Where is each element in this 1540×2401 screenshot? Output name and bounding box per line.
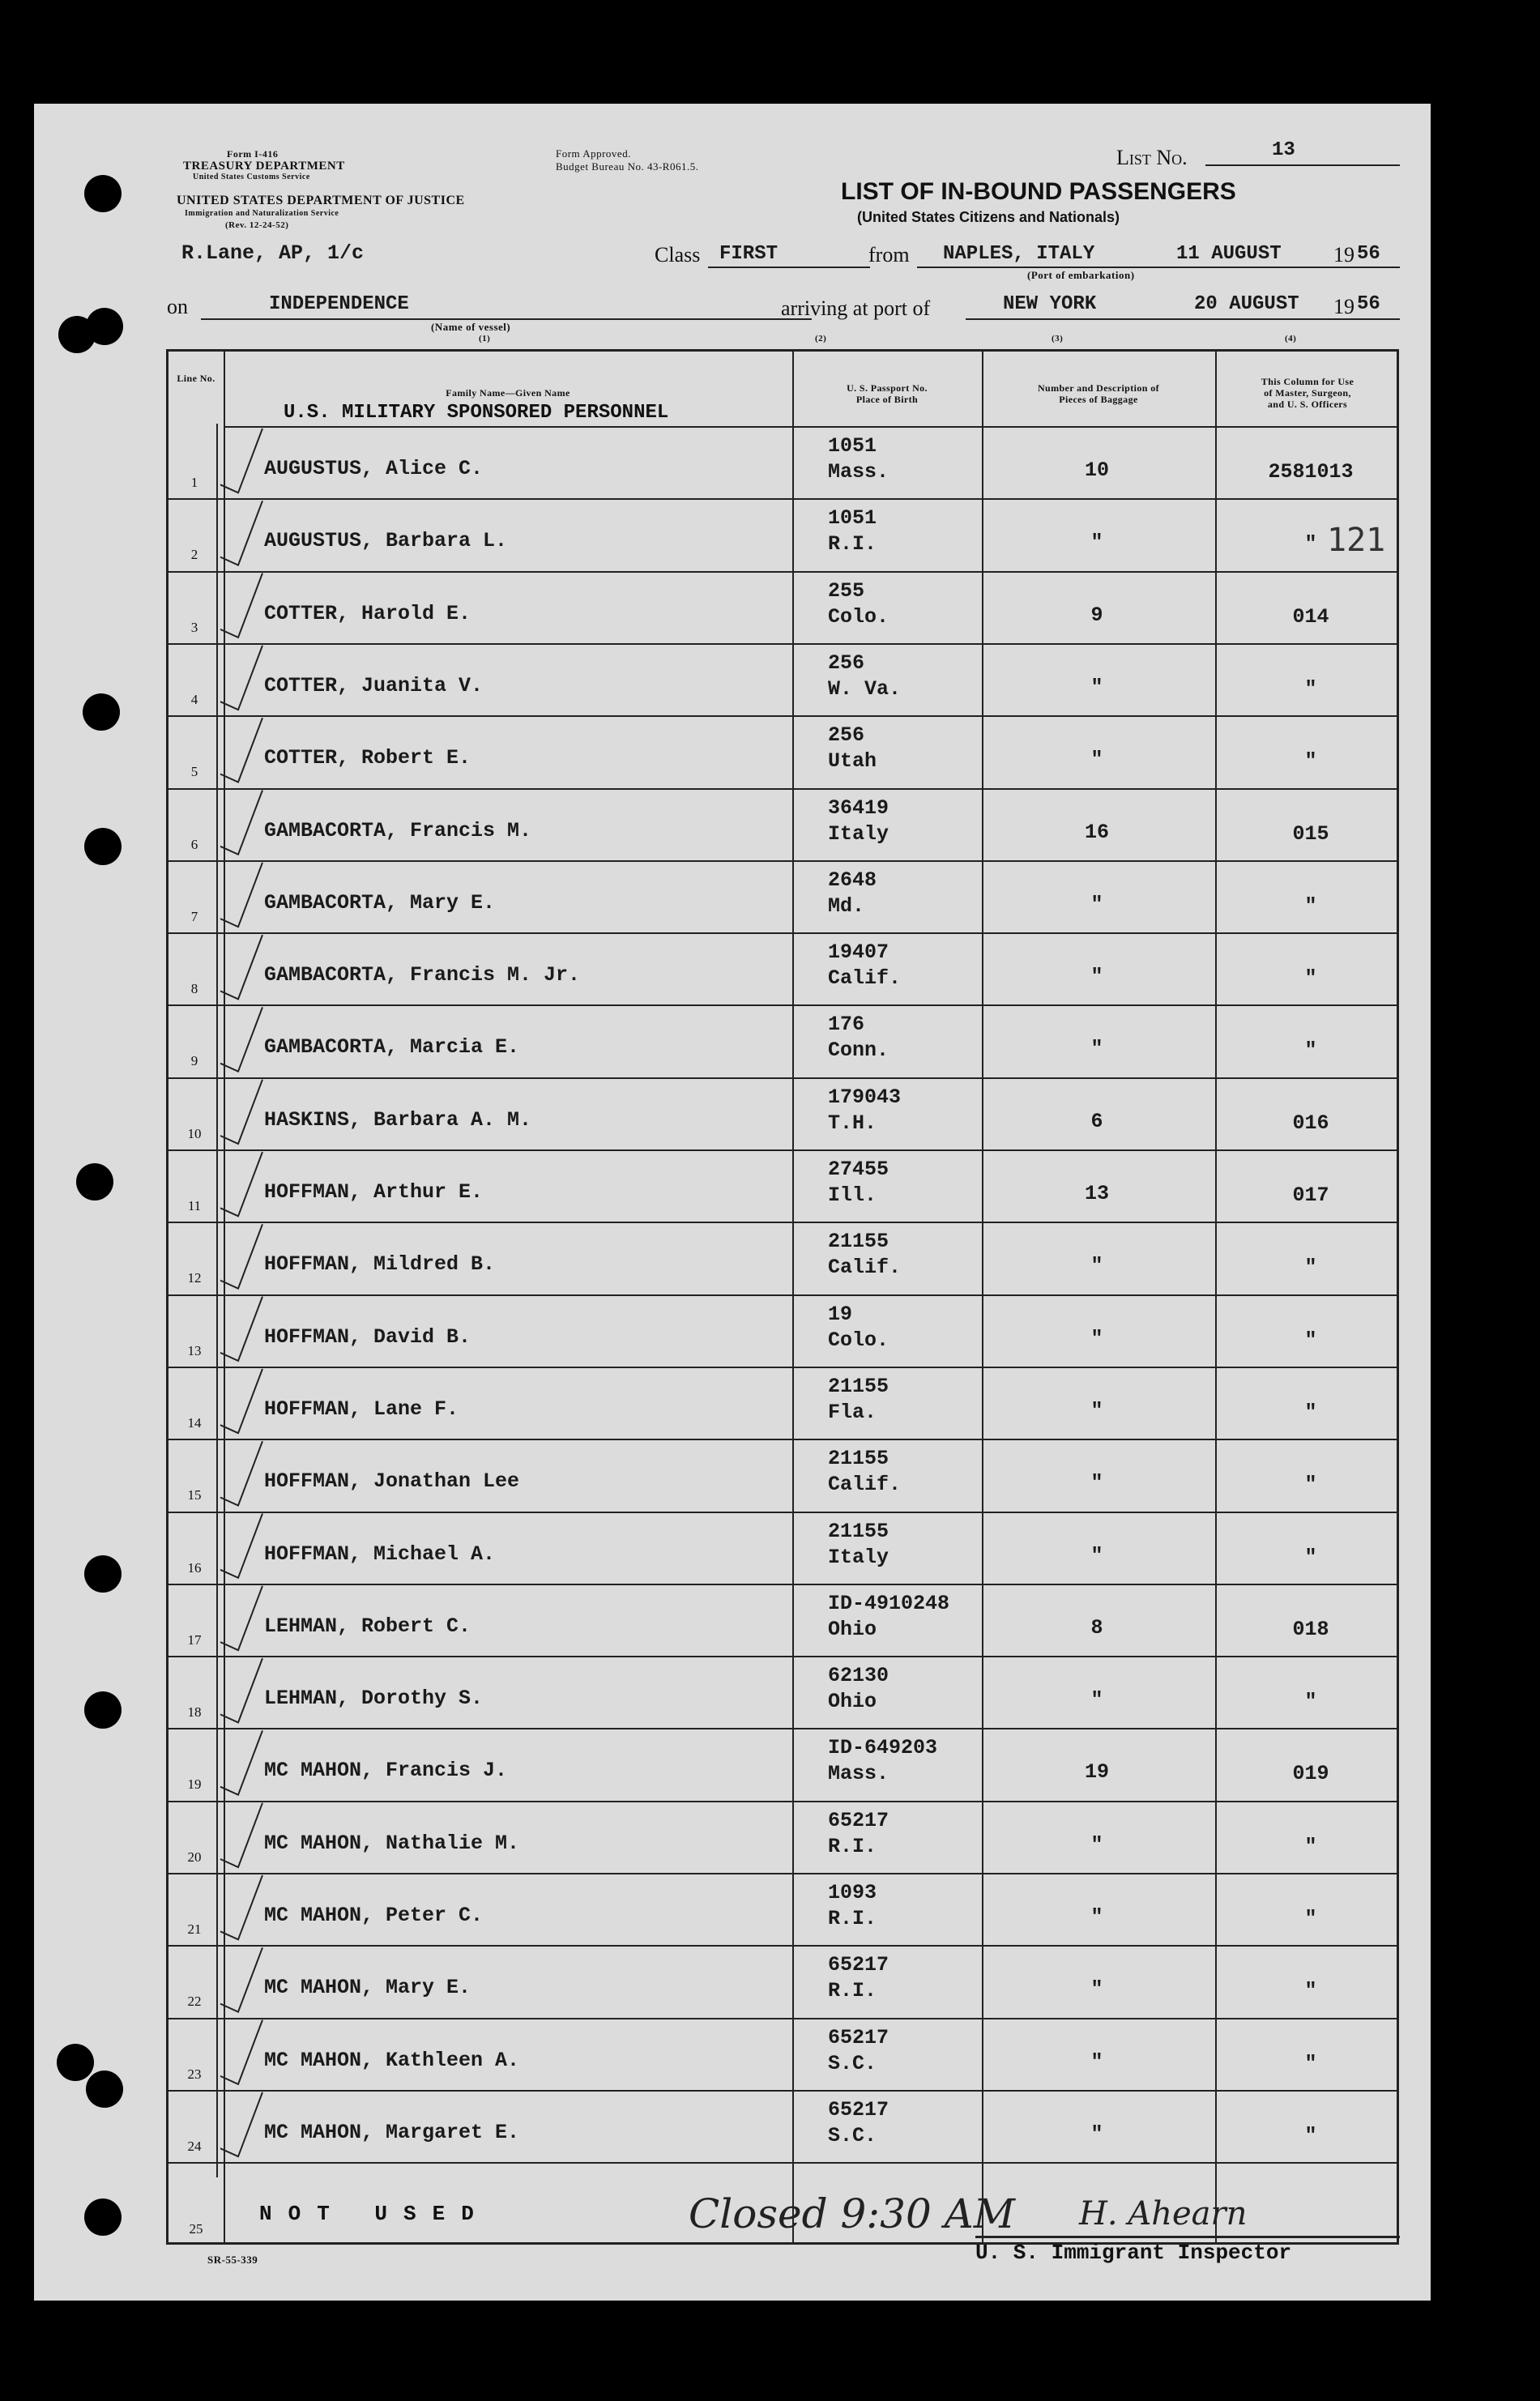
vessel-underline [201, 318, 812, 320]
passport-number: ID-4910248 [828, 1591, 950, 1615]
page-mark: 121 [1327, 522, 1386, 559]
punch-hole [84, 2198, 122, 2236]
table-row [169, 1222, 1397, 1294]
line-number: 3 [190, 619, 198, 635]
dept-treasury: TREASURY DEPARTMENT [183, 160, 345, 173]
arrival-date: 20 AUGUST [1194, 293, 1299, 315]
officer-number: " [1304, 2051, 1317, 2075]
officer-number: " [1304, 1038, 1317, 1063]
line-number: 15 [187, 1487, 202, 1503]
passenger-name: GAMBACORTA, Francis M. Jr. [264, 963, 581, 987]
table-row [169, 1077, 1397, 1149]
departure-date: 11 AUGUST [1176, 243, 1282, 265]
passenger-name: MC MAHON, Mary E. [264, 1976, 471, 2000]
officer-number: 019 [1292, 1762, 1329, 1786]
passenger-name: MC MAHON, Francis J. [264, 1759, 508, 1783]
birth-place: Colo. [828, 1328, 889, 1352]
passenger-name: HOFFMAN, David B. [264, 1324, 471, 1349]
passport-number: 65217 [828, 1953, 889, 1977]
table-row [169, 1439, 1397, 1511]
header-baggage-1: Number and Description of [1037, 382, 1160, 394]
baggage-count: " [1090, 1471, 1103, 1495]
birth-place: Fla. [828, 1400, 877, 1424]
table-row [169, 1656, 1397, 1728]
birth-place: R.I. [828, 1907, 877, 1930]
line-number: 14 [187, 1414, 202, 1431]
passenger-name: HOFFMAN, Mildred B. [264, 1252, 496, 1277]
passenger-name: GAMBACORTA, Marcia E. [264, 1035, 520, 1060]
arrival-date-col-num: (4) [1285, 334, 1297, 343]
officer-number: 015 [1292, 821, 1329, 846]
table-row [169, 1584, 1397, 1656]
line-number: 7 [190, 908, 198, 924]
baggage-count: " [1090, 1977, 1103, 2002]
officer-number: " [1304, 1834, 1317, 1858]
punch-hole [84, 175, 122, 212]
line-number: 16 [187, 1559, 202, 1576]
birth-place: Calif. [828, 1473, 902, 1497]
punch-hole [83, 693, 120, 731]
embarkation-port: NAPLES, ITALY [943, 243, 1095, 265]
line-number: 21 [187, 1921, 202, 1937]
passport-number: 255 [828, 578, 865, 603]
line-number: 18 [187, 1704, 202, 1721]
header-baggage-2: Pieces of Baggage [1059, 394, 1138, 405]
passenger-name: LEHMAN, Dorothy S. [264, 1687, 484, 1711]
baggage-count: " [1090, 748, 1103, 772]
birth-place: Italy [828, 821, 889, 846]
punch-hole [86, 308, 123, 345]
baggage-count: " [1090, 2049, 1103, 2074]
arrival-port: NEW YORK [1003, 293, 1097, 315]
line-number: 1 [190, 475, 198, 490]
vessel-name: INDEPENDENCE [269, 293, 409, 315]
officer-number: " [1304, 1400, 1317, 1424]
baggage-count: 19 [1084, 1760, 1109, 1785]
passport-number: 27455 [828, 1158, 889, 1181]
birth-place: W. Va. [828, 676, 902, 701]
baggage-count: " [1090, 1905, 1103, 1929]
embarkation-label: (Port of embarkation) [1027, 269, 1135, 281]
passport-number: 1093 [828, 1881, 877, 1904]
class-underline [708, 267, 870, 268]
passenger-name: AUGUSTUS, Barbara L. [264, 529, 508, 553]
arriving-col-num: (2) [815, 334, 827, 343]
class-value: FIRST [719, 243, 779, 265]
line-number: 17 [187, 1631, 202, 1648]
passenger-list-sheet [34, 104, 1431, 2301]
line-number: 23 [187, 2066, 202, 2082]
line-number: 4 [190, 691, 198, 707]
line-number: 25 [189, 2221, 203, 2237]
table-row [169, 2018, 1397, 2090]
departure-year-prefix: 19 [1333, 243, 1354, 267]
officer-number: " [1304, 966, 1317, 991]
passenger-table [166, 349, 1399, 2245]
passenger-name: AUGUSTUS, Alice C. [264, 457, 484, 480]
passenger-name: MC MAHON, Kathleen A. [264, 2048, 520, 2072]
officer-number: " [1304, 893, 1317, 918]
passport-number: 21155 [828, 1230, 889, 1254]
birth-place: S.C. [828, 2051, 877, 2075]
baggage-count: " [1090, 1688, 1103, 1712]
passport-number: 21155 [828, 1519, 889, 1543]
form-number: Form I-416 [227, 148, 279, 160]
line-number: 19 [187, 1776, 202, 1793]
officer-number: " [1304, 532, 1317, 557]
inspector-title: U. S. Immigrant Inspector [975, 2241, 1292, 2265]
dept-justice: UNITED STATES DEPARTMENT OF JUSTICE [177, 194, 465, 207]
table-row [169, 1945, 1397, 2017]
officer-number: " [1304, 2123, 1317, 2147]
passport-number: 62130 [828, 1664, 889, 1688]
row-divider [169, 2162, 1397, 2164]
passport-number: 256 [828, 723, 865, 748]
baggage-count: 13 [1084, 1182, 1109, 1205]
birth-place: S.C. [828, 2123, 877, 2147]
form-revision: (Rev. 12-24-52) [225, 220, 289, 230]
officer-number: 014 [1292, 604, 1329, 629]
birth-place: R.I. [828, 1834, 877, 1858]
baggage-count: " [1090, 675, 1103, 699]
passenger-name: COTTER, Juanita V. [264, 673, 484, 697]
officer-number: 2581013 [1268, 460, 1354, 484]
inspector-signature: H. Ahearn [1079, 2195, 1248, 2233]
passenger-name: HOFFMAN, Michael A. [264, 1542, 496, 1566]
arrival-year: 56 [1357, 293, 1380, 315]
table-row [169, 1801, 1397, 1873]
line-number: 22 [187, 1994, 202, 2010]
from-underline [917, 267, 1400, 268]
officer-number: 018 [1292, 1617, 1329, 1641]
baggage-count: 16 [1084, 820, 1109, 844]
passenger-name: GAMBACORTA, Mary E. [264, 890, 496, 915]
line-number: 20 [187, 1849, 202, 1865]
birth-place: Md. [828, 893, 865, 918]
passport-number: 1051 [828, 434, 877, 458]
officer-number: 017 [1292, 1183, 1329, 1207]
birth-place: Mass. [828, 1762, 889, 1786]
not-used-label: NOT USED [259, 2202, 490, 2226]
form-title: LIST OF IN-BOUND PASSENGERS [841, 178, 1236, 205]
baggage-count: " [1090, 892, 1103, 916]
passport-number: 2648 [828, 868, 877, 892]
table-row [169, 932, 1397, 1004]
header-officer-3: and U. S. Officers [1267, 399, 1348, 410]
header-officer-1: This Column for Use [1261, 376, 1354, 387]
passport-number: 21155 [828, 1447, 889, 1471]
list-no-label: List No. [1116, 146, 1188, 169]
arriving-label: arriving at port of [781, 296, 931, 320]
dept-customs: United States Customs Service [193, 173, 310, 181]
passport-number: 65217 [828, 1808, 889, 1832]
form-approved: Form Approved. [556, 147, 631, 160]
passport-number: 176 [828, 1013, 865, 1037]
list-no-underline [1205, 164, 1400, 166]
line-number: 6 [190, 836, 198, 852]
baggage-count: 8 [1090, 1615, 1103, 1640]
line-number: 24 [187, 2138, 202, 2154]
dept-ins: Immigration and Naturalization Service [185, 209, 339, 218]
officer-number: " [1304, 1545, 1317, 1569]
birth-place: Calif. [828, 1256, 902, 1280]
passenger-name: MC MAHON, Peter C. [264, 1904, 484, 1927]
table-row [169, 571, 1397, 643]
table-row [169, 426, 1397, 498]
birth-place: Mass. [828, 460, 889, 484]
arrival-col-num: (3) [1052, 334, 1064, 343]
form-subtitle: (United States Citizens and Nationals) [857, 209, 1120, 225]
passport-number: 256 [828, 650, 865, 675]
passport-number: 179043 [828, 1085, 902, 1109]
officer-number: " [1304, 676, 1317, 701]
table-row [169, 860, 1397, 932]
line-number: 9 [190, 1053, 198, 1069]
passenger-name: COTTER, Harold E. [264, 601, 471, 625]
vessel-col-num: (1) [479, 334, 491, 343]
vessel-label: (Name of vessel) [431, 321, 511, 333]
officer-number: " [1304, 1328, 1317, 1352]
header-line-no: Line No. [177, 373, 215, 384]
line-number: 2 [190, 547, 198, 563]
birth-place: Ohio [828, 1690, 877, 1714]
passenger-name: MC MAHON, Nathalie M. [264, 1831, 520, 1855]
class-label: Class [655, 243, 701, 267]
header-officer-2: of Master, Surgeon, [1264, 387, 1351, 399]
officer-number: 016 [1292, 1111, 1329, 1135]
list-no-value: 13 [1272, 139, 1295, 161]
passenger-name: MC MAHON, Margaret E. [264, 2120, 520, 2144]
passport-number: 36419 [828, 795, 889, 820]
baggage-count: " [1090, 531, 1103, 555]
punch-hole [57, 2044, 94, 2081]
line-number: 8 [190, 981, 198, 997]
baggage-count: 6 [1090, 1109, 1103, 1133]
table-row [169, 1728, 1397, 1800]
baggage-count: 9 [1090, 603, 1103, 627]
departure-year: 56 [1357, 243, 1380, 265]
table-row [169, 2090, 1397, 2162]
passenger-name: LEHMAN, Robert C. [264, 1614, 471, 1638]
birth-place: R.I. [828, 532, 877, 557]
boarding-officer: R.Lane, AP, 1/c [181, 241, 365, 265]
table-row [169, 715, 1397, 787]
closed-note: Closed 9:30 AM [689, 2190, 1015, 2237]
passport-number: ID-649203 [828, 1736, 938, 1760]
footer-code: SR-55-339 [207, 2254, 258, 2266]
passenger-name: HOFFMAN, Jonathan Lee [264, 1469, 520, 1494]
punch-hole [84, 1555, 122, 1593]
inspector-line [975, 2236, 1400, 2238]
table-row [169, 1873, 1397, 1945]
punch-hole [86, 2070, 123, 2108]
officer-number: " [1304, 1690, 1317, 1714]
officer-number: " [1304, 1256, 1317, 1280]
from-label: from [868, 243, 910, 267]
baggage-count: " [1090, 2122, 1103, 2146]
birth-place: Ill. [828, 1183, 877, 1207]
baggage-count: " [1090, 1543, 1103, 1567]
table-row [169, 1294, 1397, 1367]
table-row [169, 1512, 1397, 1584]
table-row [169, 498, 1397, 570]
line-number: 10 [187, 1125, 202, 1141]
baggage-count: 10 [1084, 458, 1109, 482]
table-row [169, 643, 1397, 715]
arrival-year-prefix: 19 [1333, 295, 1354, 318]
officer-number: " [1304, 1907, 1317, 1930]
birth-place: Calif. [828, 966, 902, 991]
birth-place: Utah [828, 749, 877, 774]
baggage-count: " [1090, 1326, 1103, 1350]
passenger-name: GAMBACORTA, Francis M. [264, 818, 532, 842]
budget-bureau: Budget Bureau No. 43-R061.5. [556, 160, 699, 173]
passport-number: 19407 [828, 940, 889, 965]
passenger-name: HOFFMAN, Arthur E. [264, 1180, 484, 1204]
baggage-count: " [1090, 965, 1103, 989]
line-number: 5 [190, 764, 198, 780]
header-birthplace: Place of Birth [855, 394, 919, 405]
table-row [169, 788, 1397, 860]
passport-number: 65217 [828, 2025, 889, 2049]
baggage-count: " [1090, 1398, 1103, 1422]
officer-number: " [1304, 1979, 1317, 2003]
birth-place: Italy [828, 1545, 889, 1569]
passenger-name: HOFFMAN, Lane F. [264, 1397, 459, 1421]
birth-place: R.I. [828, 1979, 877, 2003]
passport-number: 19 [828, 1302, 853, 1326]
passport-number: 21155 [828, 1374, 889, 1398]
header-name: Family Name—Given Name [446, 387, 570, 399]
punch-hole [84, 828, 122, 865]
baggage-count: " [1090, 1832, 1103, 1857]
table-row [169, 1149, 1397, 1222]
line-number: 12 [187, 1270, 202, 1286]
baggage-count: " [1090, 1037, 1103, 1061]
passenger-name: HASKINS, Barbara A. M. [264, 1107, 532, 1132]
baggage-count: " [1090, 1254, 1103, 1278]
header-passport: U. S. Passport No. [847, 382, 928, 394]
officer-number: " [1304, 1473, 1317, 1497]
passport-number: 65217 [828, 2097, 889, 2122]
passport-number: 1051 [828, 506, 877, 531]
birth-place: Ohio [828, 1617, 877, 1641]
birth-place: Conn. [828, 1038, 889, 1063]
table-row [169, 1004, 1397, 1077]
line-number: 13 [187, 1342, 202, 1358]
on-label: on [167, 295, 188, 318]
line-number: 11 [187, 1198, 202, 1213]
passenger-name: COTTER, Robert E. [264, 746, 471, 770]
table-row [169, 1367, 1397, 1439]
officer-number: " [1304, 749, 1317, 774]
birth-place: Colo. [828, 604, 889, 629]
birth-place: T.H. [828, 1111, 877, 1135]
header-name-sub: U.S. MILITARY SPONSORED PERSONNEL [284, 402, 669, 424]
punch-hole [84, 1691, 122, 1729]
punch-hole [76, 1163, 113, 1200]
